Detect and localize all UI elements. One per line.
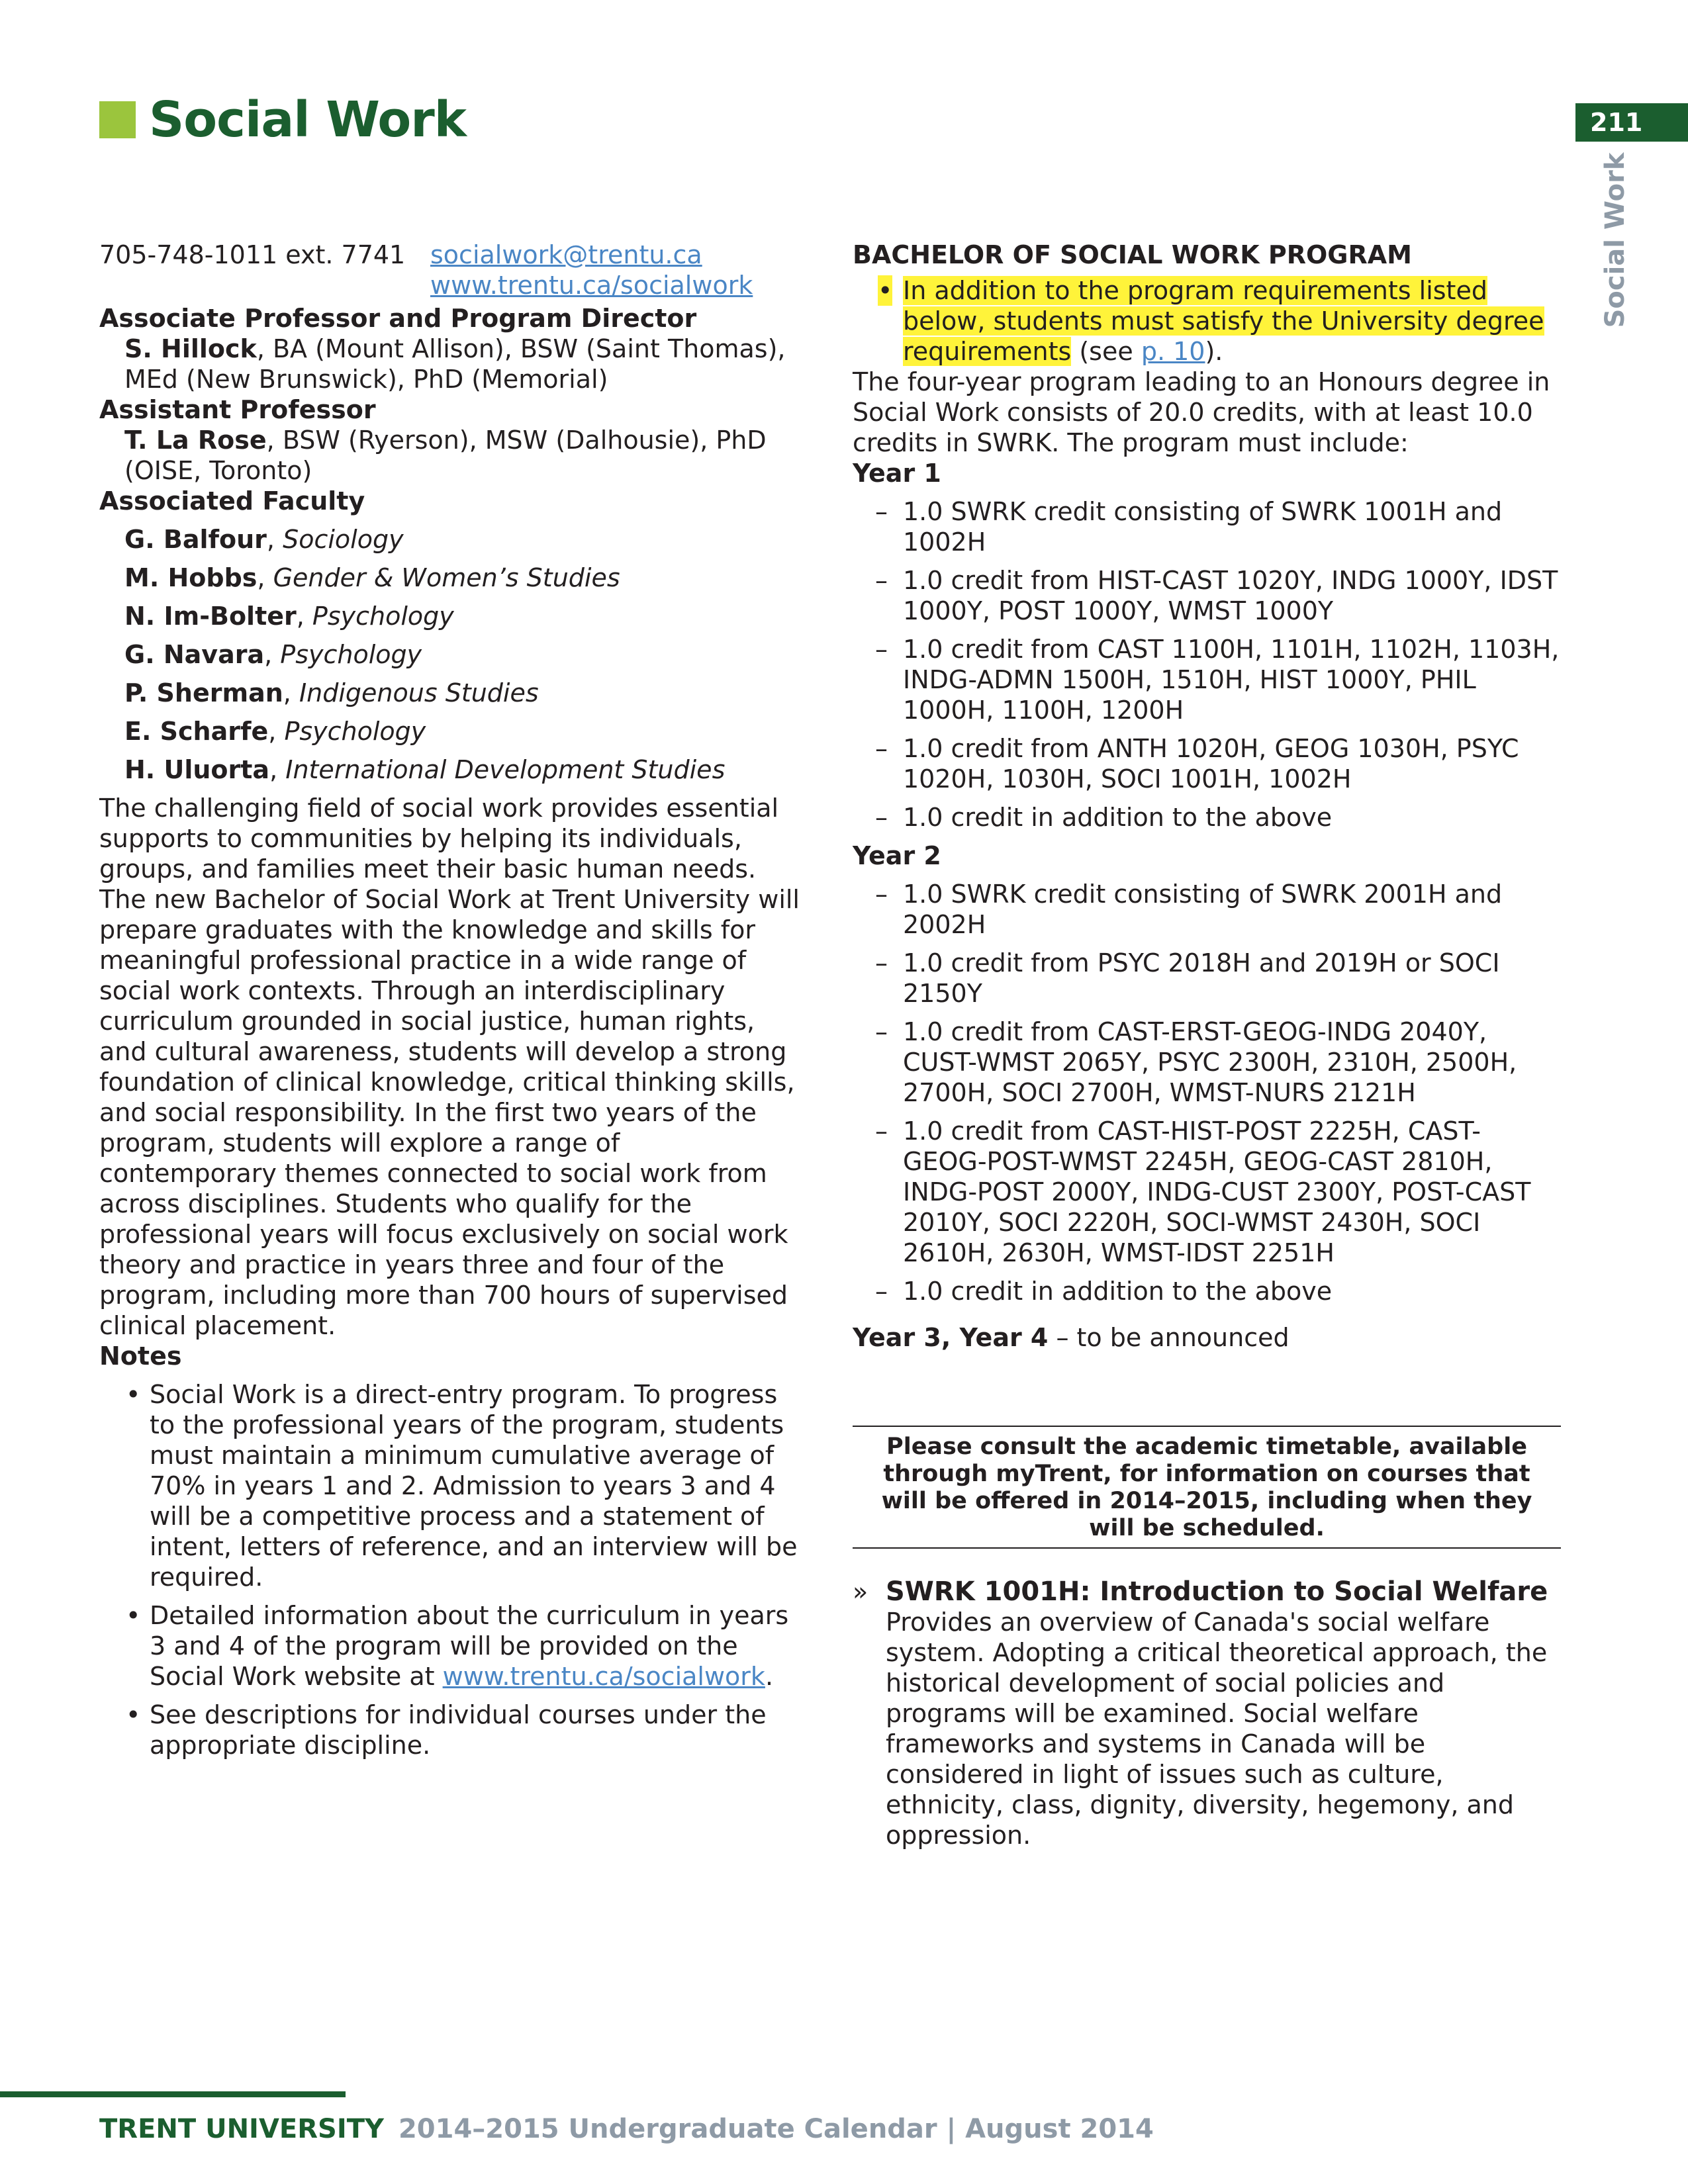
notes-list <box>126 1379 801 1760</box>
faculty-name: H. Uluorta <box>124 755 270 784</box>
faculty-member: H. Uluorta, International Development Studies <box>124 755 726 784</box>
faculty-department: Psychology <box>312 602 454 631</box>
socialwork-website-link[interactable]: www.trentu.ca/socialwork <box>442 1662 765 1691</box>
note-text-end: . <box>765 1662 774 1691</box>
footer-university: TRENT UNIVERSITY <box>99 2114 384 2144</box>
faculty-name: E. Scharfe <box>124 717 269 746</box>
right-column <box>853 240 1561 1850</box>
dash-icon: – <box>875 1017 888 1046</box>
footer-calendar: 2014–2015 Undergraduate Calendar | August 2014 <box>398 2114 1154 2144</box>
course-description: Provides an overview of Canada's social welfare system. Adopting a critical theoretical approach, the historical development of social policies and programs will be examined. Social welfare frameworks and systems in Canada will be considered in light of issues such as culture, ethnicity, class, dignity, diversity, hegemony, and oppression. <box>886 1608 1548 1850</box>
phone-number: 705-748-1011 ext. 7741 <box>99 240 406 269</box>
faculty-name: N. Im-Bolter <box>124 602 297 631</box>
requirement-text: 1.0 credit from CAST-ERST-GEOG-INDG 2040Y, CUST-WMST 2065Y, PSYC 2300H, 2310H, 2500H, 2700H, SOCI 2700H, WMST-NURS 2121H <box>903 1017 1517 1107</box>
faculty-member: G. Navara, Psychology <box>124 640 422 669</box>
note-item <box>126 1379 801 1592</box>
program-introduction: The challenging field of social work provides essential supports to communities by helping its individuals, groups, and families meet their basic human needs. The new Bachelor of Social Work at Trent University will prepare graduates with the knowledge and skills for meaningful professional practice in a wide range of social work contexts. Through an interdisciplinary curriculum grounded in social justice, human rights, and cultural awareness, students will develop a strong foundation of clinical knowledge, critical thinking skills, and social responsibility. In the first two years of the program, students will explore a range of contemporary themes connected to social work from across disciplines. Students who qualify for the professional years will focus exclusively on social work theory and practice in years three and four of the program, including more than 700 hours of supervised clinical placement. <box>99 794 800 1340</box>
bullet-icon: • <box>878 276 893 305</box>
director-heading: Associate Professor and Program Director <box>99 304 697 333</box>
associated-faculty-heading: Associated Faculty <box>99 486 365 516</box>
requirement-text: 1.0 credit from PSYC 2018H and 2019H or SOCI 2150Y <box>903 948 1500 1008</box>
requirement-text: 1.0 credit from CAST-HIST-POST 2225H, CAST-GEOG-POST-WMST 2245H, GEOG-CAST 2810H, INDG-POST 2000Y, INDG-CUST 2300Y, POST-CAST 2010Y, SOCI 2220H, SOCI-WMST 2430H, SOCI 2610H, 2630H, WMST-IDST 2251H <box>903 1116 1531 1267</box>
requirement-item <box>853 1276 1561 1306</box>
faculty-member: P. Sherman, Indigenous Studies <box>124 678 539 707</box>
bullet-icon: • <box>126 1601 141 1630</box>
dash-icon: – <box>875 635 888 664</box>
title-square-marker <box>99 101 136 138</box>
degree-requirement-note <box>853 275 1561 367</box>
dash-icon: – <box>875 1277 888 1306</box>
faculty-member: G. Balfour, Sociology <box>124 525 404 554</box>
faculty-member: E. Scharfe, Psychology <box>124 717 426 746</box>
bullet-icon: • <box>126 1380 141 1409</box>
dash-icon: – <box>875 566 888 595</box>
director-credentials: , BA (Mount Allison), BSW (Saint Thomas), MEd (New Brunswick), PhD (Memorial) <box>124 334 786 394</box>
timetable-notice: Please consult the academic timetable, available through myTrent, for information on courses that will be offered in 2014–2015, including when they will be scheduled. <box>853 1426 1561 1549</box>
director-entry <box>124 334 801 394</box>
requirement-see: (see <box>1071 337 1141 366</box>
website-link[interactable]: www.trentu.ca/socialwork <box>430 271 753 300</box>
dash-icon: – <box>875 734 888 763</box>
dash-icon: – <box>875 497 888 526</box>
requirement-item <box>853 634 1561 725</box>
note-text: See descriptions for individual courses under the appropriate discipline. <box>150 1700 767 1760</box>
year1-heading: Year 1 <box>853 459 941 488</box>
faculty-department: Psychology <box>280 640 422 669</box>
note-text: Social Work is a direct-entry program. To progress to the professional years of the program, students must maintain a minimum cumulative average of 70% in years 1 and 2. Admission to years 3 and 4 will be a competitive process and a statement of intent, letters of reference, and an interview will be required. <box>150 1380 798 1592</box>
requirement-item <box>853 1116 1561 1268</box>
bullet-icon: • <box>126 1700 141 1729</box>
faculty-member: N. Im-Bolter, Psychology <box>124 602 454 631</box>
requirement-text: 1.0 SWRK credit consisting of SWRK 2001H and 2002H <box>903 880 1503 939</box>
requirement-item <box>853 948 1561 1009</box>
faculty-name: G. Navara <box>124 640 265 669</box>
faculty-department: International Development Studies <box>285 755 726 784</box>
requirement-text: 1.0 credit from ANTH 1020H, GEOG 1030H, PSYC 1020H, 1030H, SOCI 1001H, 1002H <box>903 734 1519 794</box>
requirement-item <box>853 879 1561 940</box>
faculty-name: M. Hobbs <box>124 563 258 592</box>
requirement-text: 1.0 credit in addition to the above <box>903 1277 1333 1306</box>
requirement-text: 1.0 SWRK credit consisting of SWRK 1001H and 1002H <box>903 497 1503 557</box>
assistant-credentials: , BSW (Ryerson), MSW (Dalhousie), PhD (OISE, Toronto) <box>124 426 767 485</box>
footer <box>99 2113 1154 2146</box>
dash-icon: – <box>875 1116 888 1146</box>
program-description: The four-year program leading to an Honours degree in Social Work consists of 20.0 credits, with at least 10.0 credits in SWRK. The program must include: <box>853 367 1550 457</box>
year34-line <box>853 1322 1561 1353</box>
footer-rule <box>0 2091 346 2097</box>
director-name: S. Hillock <box>124 334 257 363</box>
dash-icon: – <box>875 803 888 832</box>
note-text: Detailed information about the curriculum in years 3 and 4 of the program will be provided on the Social Work website at <box>150 1601 789 1691</box>
assistant-name: T. La Rose <box>124 426 267 455</box>
requirement-end: ). <box>1205 337 1223 366</box>
dash-icon: – <box>875 880 888 909</box>
page-title: Social Work <box>149 91 466 148</box>
requirement-text: 1.0 credit from HIST-CAST 1020Y, INDG 1000Y, IDST 1000Y, POST 1000Y, WMST 1000Y <box>903 566 1558 625</box>
dash-icon: – <box>875 948 888 978</box>
faculty-department: Gender & Women’s Studies <box>273 563 620 592</box>
side-tab <box>1562 151 1668 330</box>
year1-requirements <box>853 496 1561 833</box>
course-entry <box>853 1576 1561 1850</box>
course-title: SWRK 1001H: Introduction to Social Welfare <box>886 1576 1548 1607</box>
year34-heading: Year 3, Year 4 <box>853 1323 1049 1352</box>
left-column <box>99 240 801 1768</box>
email-link[interactable]: socialwork@trentu.ca <box>430 240 702 269</box>
requirement-item <box>853 565 1561 626</box>
assistant-entry <box>124 425 801 486</box>
chevron-right-icon: » <box>853 1577 868 1606</box>
contact-block <box>99 240 801 303</box>
assistant-heading: Assistant Professor <box>99 395 376 424</box>
associated-faculty-list <box>124 524 801 785</box>
highlighted-requirement-text: In addition to the program requirements listed below, students must satisfy the University degree requirements <box>903 276 1544 366</box>
requirement-item <box>853 733 1561 794</box>
requirement-item <box>853 1017 1561 1108</box>
note-item <box>126 1600 801 1692</box>
requirement-item <box>853 496 1561 557</box>
faculty-member: M. Hobbs, Gender & Women’s Studies <box>124 563 620 592</box>
year2-heading: Year 2 <box>853 841 941 870</box>
note-item <box>126 1700 801 1760</box>
program-heading: BACHELOR OF SOCIAL WORK PROGRAM <box>853 240 1412 269</box>
faculty-name: P. Sherman <box>124 678 283 707</box>
side-tab-label: Social Work <box>1600 152 1630 328</box>
year34-note: – to be announced <box>1048 1323 1289 1352</box>
notes-heading: Notes <box>99 1342 182 1371</box>
faculty-name: G. Balfour <box>124 525 267 554</box>
requirement-text: 1.0 credit in addition to the above <box>903 803 1333 832</box>
faculty-department: Sociology <box>283 525 404 554</box>
requirement-item <box>853 802 1561 833</box>
faculty-department: Indigenous Studies <box>299 678 539 707</box>
page-reference-link[interactable]: p. 10 <box>1141 337 1205 366</box>
year2-requirements <box>853 879 1561 1306</box>
page-number: 211 <box>1575 103 1688 142</box>
faculty-department: Psychology <box>284 717 426 746</box>
requirement-text: 1.0 credit from CAST 1100H, 1101H, 1102H, 1103H, INDG-ADMN 1500H, 1510H, HIST 1000Y, PHIL 1000H, 1100H, 1200H <box>903 635 1560 725</box>
